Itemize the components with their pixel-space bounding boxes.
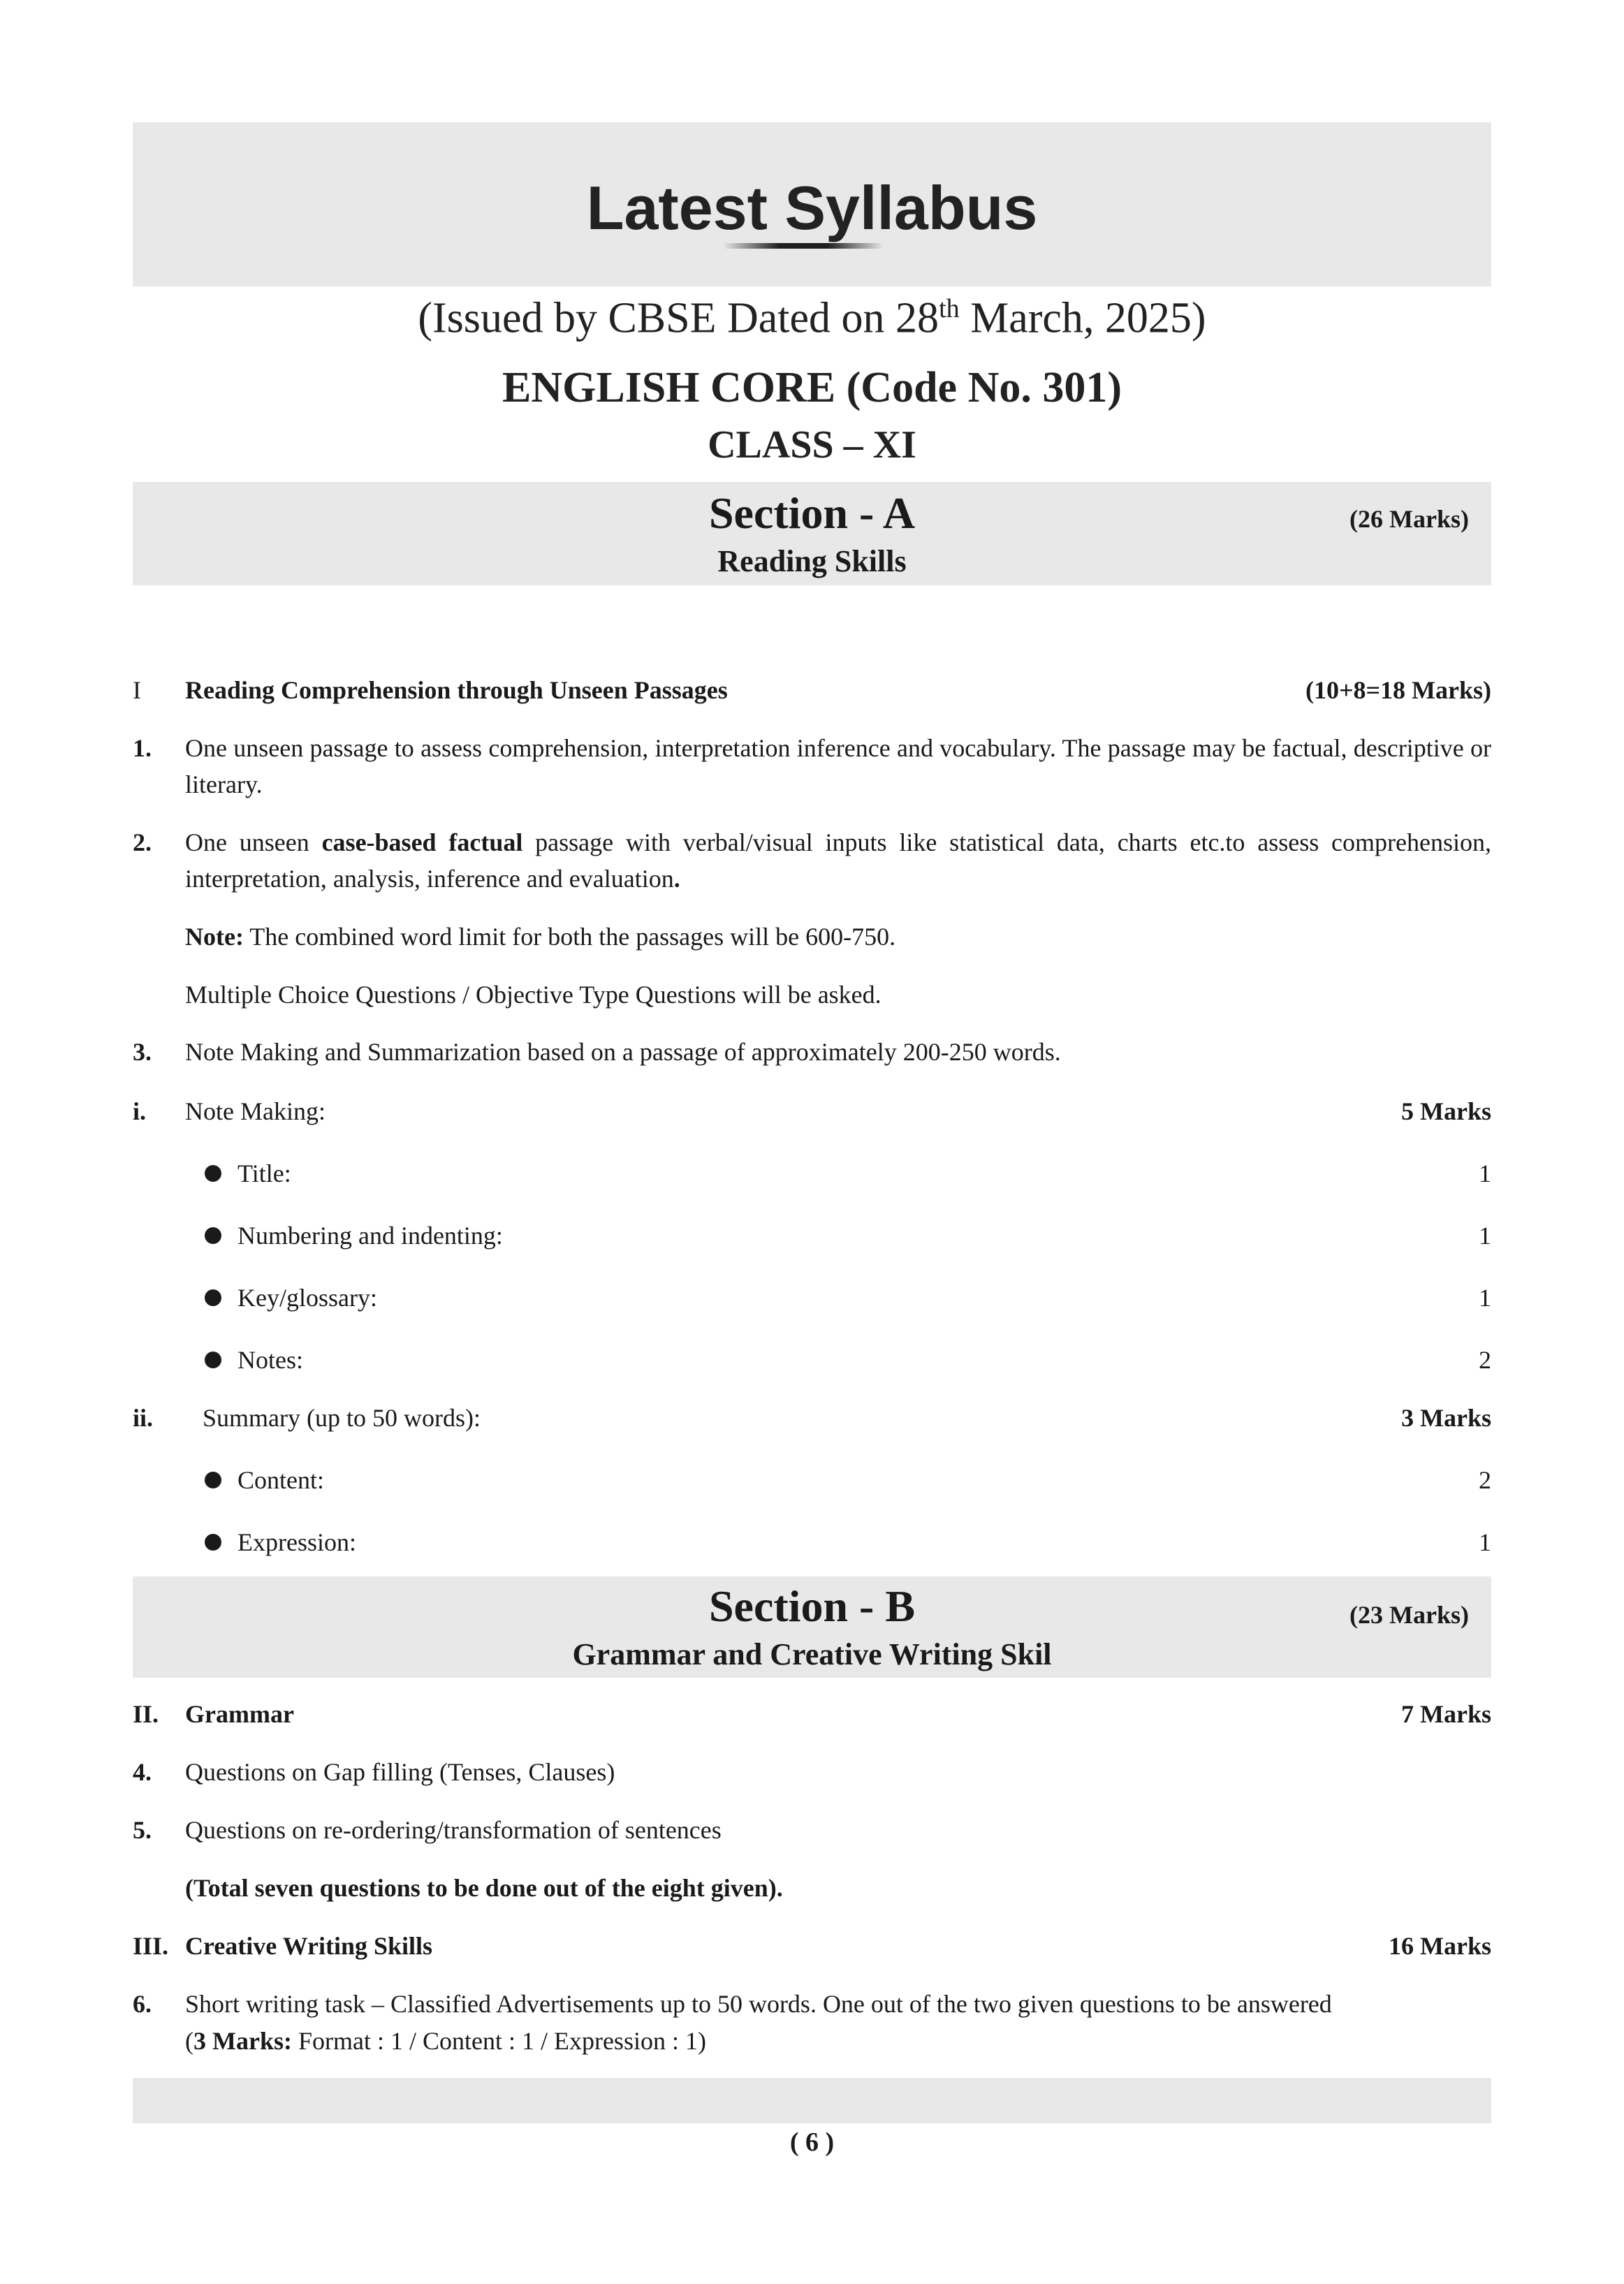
section-b-subtitle: Grammar and Creative Writing Skil <box>572 1637 1052 1671</box>
section-a-subtitle: Reading Skills <box>717 544 907 578</box>
title-banner <box>133 122 1491 286</box>
bullet-icon <box>205 1165 221 1182</box>
section-a-header <box>133 482 1491 585</box>
subject-title: ENGLISH CORE (Code No. 301) <box>502 364 1122 411</box>
class-title: CLASS – XI <box>708 423 916 467</box>
bullet-icon <box>205 1534 221 1551</box>
section-a-title: Section - A <box>708 488 916 538</box>
banner-underline <box>723 243 884 249</box>
section-b-title: Section - B <box>708 1581 916 1631</box>
bullet-icon <box>205 1289 221 1306</box>
banner-title: Latest Syllabus <box>586 173 1038 242</box>
section-a-marks: (26 Marks) <box>1349 505 1469 533</box>
issued-line: (Issued by CBSE Dated on 28th March, 2025) <box>418 294 1206 342</box>
footer-bar <box>133 2078 1491 2123</box>
page-number: ( 6 ) <box>789 2128 835 2157</box>
bullet-icon <box>205 1472 221 1488</box>
section-b-header <box>133 1576 1491 1678</box>
section-b-marks: (23 Marks) <box>1349 1601 1469 1629</box>
bullet-icon <box>205 1227 221 1244</box>
bullet-icon <box>205 1352 221 1368</box>
